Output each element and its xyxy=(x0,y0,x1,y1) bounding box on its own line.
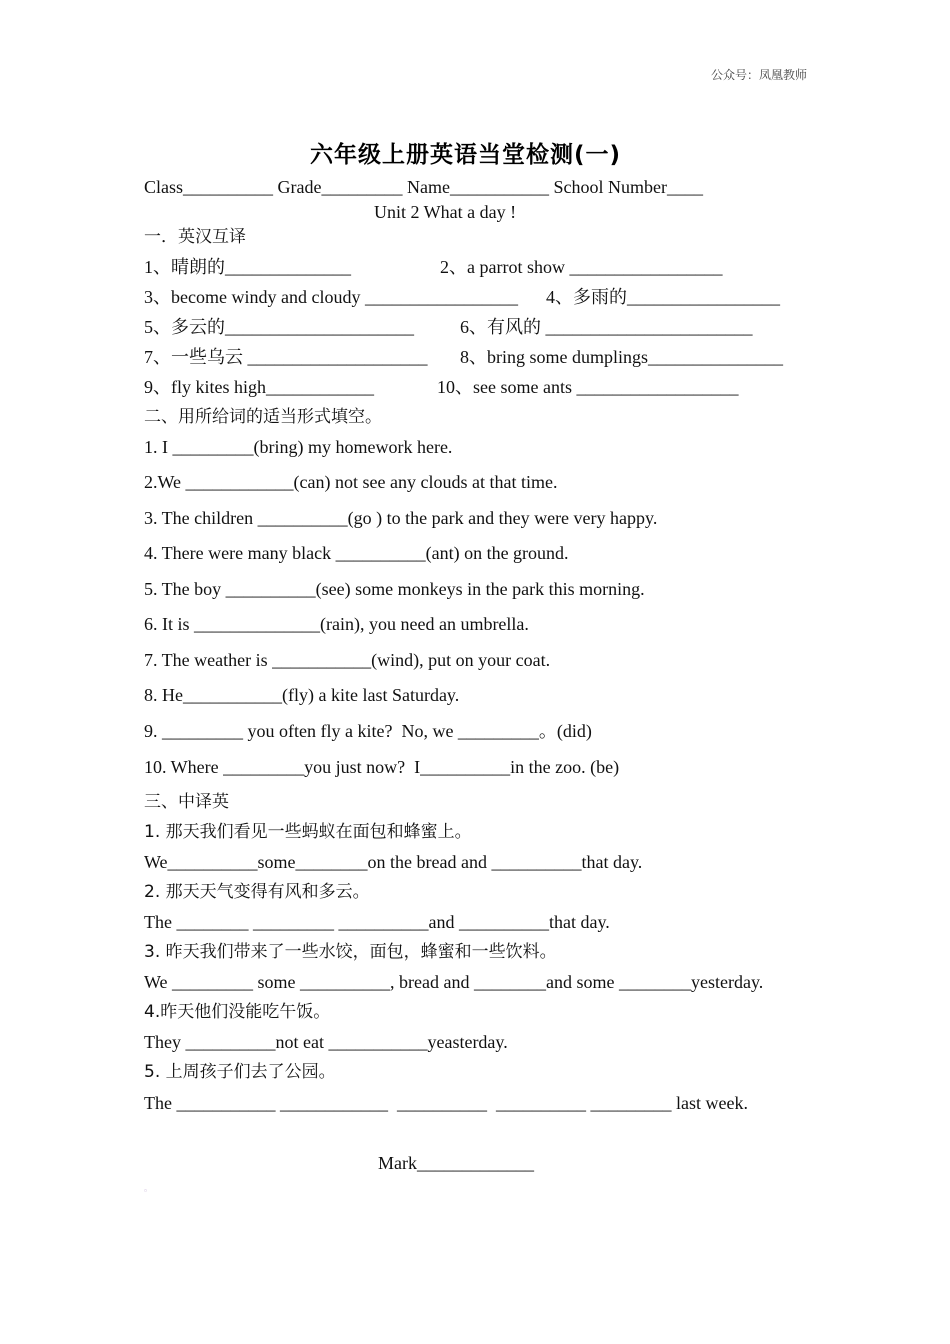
mark-line: Mark_____________ xyxy=(378,1153,534,1173)
section2-item-6: 6. It is ______________(rain), you need an umbrella. xyxy=(144,614,529,634)
section2-item-1: 1. I _________(bring) my homework here. xyxy=(144,437,453,457)
section1-row-4-right: 8、bring some dumplings_______________ xyxy=(460,347,783,367)
section2-item-5: 5. The boy __________(see) some monkeys in the park this morning. xyxy=(144,579,645,599)
section3-item-5-en: The ___________ ____________ __________ __________ _________ last week. xyxy=(144,1093,748,1113)
section2-item-3: 3. The children __________(go ) to the park and they were very happy. xyxy=(144,508,658,528)
section1-row-5-left: 9、fly kites high____________ xyxy=(144,377,374,397)
section2-item-2: 2.We ____________(can) not see any clouds at that time. xyxy=(144,472,558,492)
section2-item-10: 10. Where _________you just now? I__________in the zoo. (be) xyxy=(144,757,620,777)
section1-row-4-left: 7、一些乌云 ____________________ xyxy=(144,347,428,367)
section1-row-3-left: 5、多云的_____________________ xyxy=(144,317,414,337)
unit-title: Unit 2 What a day ! xyxy=(374,202,517,222)
section3-item-1-zh: 1. 那天我们看见一些蚂蚁在面包和蜂蜜上。 xyxy=(144,822,472,842)
section2-item-8: 8. He___________(fly) a kite last Saturday. xyxy=(144,685,460,705)
section3-heading: 三、中译英 xyxy=(144,792,229,812)
section3-item-4-zh: 4.昨天他们没能吃午饭。 xyxy=(144,1002,331,1022)
section3-item-5-zh: 5. 上周孩子们去了公园。 xyxy=(144,1062,336,1082)
section3-item-2-zh: 2. 那天天气变得有风和多云。 xyxy=(144,882,370,902)
section1-heading: 一．英汉互译 xyxy=(144,227,246,247)
section3-item-4-en: They __________not eat ___________yeasterday. xyxy=(144,1032,508,1052)
header-note: 公众号：凤凰教师 xyxy=(711,68,808,82)
section2-item-4: 4. There were many black __________(ant) on the ground. xyxy=(144,543,569,563)
section3-item-3-en: We _________ some __________, bread and ________and some ________yesterday. xyxy=(144,972,764,992)
section1-row-2-left: 3、become windy and cloudy _________________ xyxy=(144,287,518,307)
section1-row-1-right: 2、a parrot show _________________ xyxy=(440,257,723,277)
section2-item-7: 7. The weather is ___________(wind), put on your coat. xyxy=(144,650,551,670)
section2-item-9: 9. _________ you often fly a kite? No, we _________。(did) xyxy=(144,721,592,741)
section1-row-3-right: 6、有风的 _______________________ xyxy=(460,317,753,337)
section3-item-1-en: We__________some________on the bread and __________that day. xyxy=(144,852,643,872)
section1-row-1-left: 1、晴朗的______________ xyxy=(144,257,351,277)
student-info-line: Class__________ Grade_________ Name___________ School Number____ xyxy=(144,177,703,197)
page-title: 六年级上册英语当堂检测(一) xyxy=(310,142,622,168)
decorative-mark: ▫ xyxy=(144,1186,147,1195)
section2-heading: 二、用所给词的适当形式填空。 xyxy=(144,407,382,427)
section3-item-2-en: The ________ _________ __________and __________that day. xyxy=(144,912,610,932)
section1-row-2-right: 4、多雨的_________________ xyxy=(546,287,780,307)
section3-item-3-zh: 3. 昨天我们带来了一些水饺，面包，蜂蜜和一些饮料。 xyxy=(144,942,557,962)
section1-row-5-right: 10、see some ants __________________ xyxy=(437,377,739,397)
